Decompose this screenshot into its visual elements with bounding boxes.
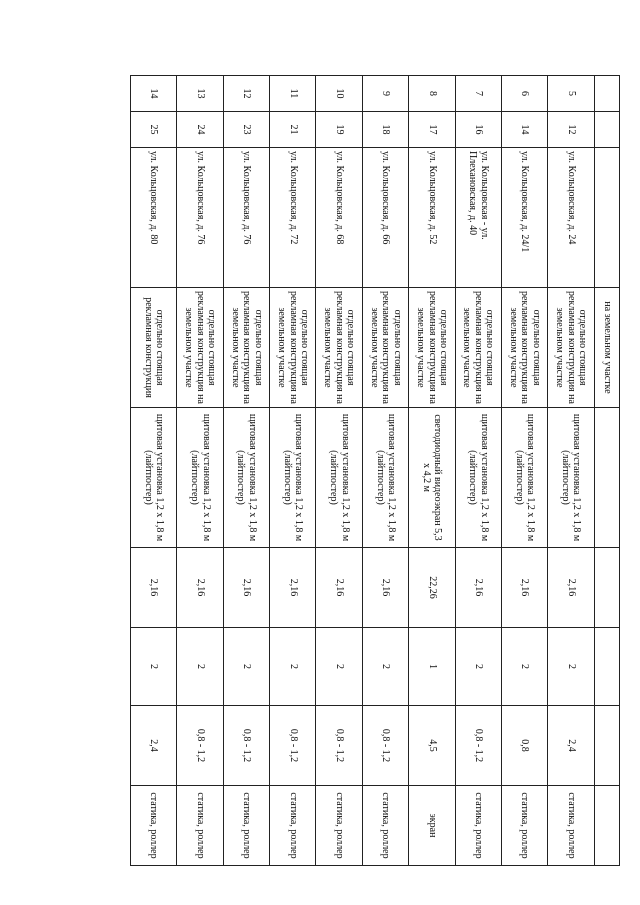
- lot-number-cell: 17: [409, 112, 455, 148]
- structure-type-cell: отдельно стоящая рекламная конструкция: [131, 288, 177, 408]
- total-area-cell: 0,8 - 1,2: [316, 706, 362, 786]
- total-area-cell: 0,8 - 1,2: [362, 706, 408, 786]
- structure-type-cell: отдельно стоящая рекламная конструкция на земельном участке: [409, 288, 455, 408]
- total-area-cell: 2,4: [548, 706, 594, 786]
- sides-cell: 2: [501, 628, 547, 706]
- row-number-cell: 7: [455, 76, 501, 112]
- table-row: [131, 76, 177, 866]
- lot-number-cell: 12: [548, 112, 594, 148]
- address-cell: ул. Кольцовская, д. 68: [316, 148, 362, 288]
- area-cell: 2,16: [131, 548, 177, 628]
- area-cell: 2,16: [223, 548, 269, 628]
- sides-cell: 2: [548, 628, 594, 706]
- sides-cell: 2: [177, 628, 223, 706]
- area-cell: 2,16: [455, 548, 501, 628]
- empty-cell: [594, 76, 619, 112]
- address-cell: ул. Кольцовская, д. 72: [270, 148, 316, 288]
- installation-cell: щитовая установка 1,2 х 1,8 м (лайтпостер): [501, 408, 547, 548]
- sides-cell: 2: [131, 628, 177, 706]
- technology-cell: статика, роллер: [270, 786, 316, 866]
- header-fragment-cell: на земельном участке: [594, 288, 619, 408]
- technology-cell: статика, роллер: [455, 786, 501, 866]
- total-area-cell: 2,4: [131, 706, 177, 786]
- address-cell: ул. Кольцовская - ул. Плехановская, д. 40: [455, 148, 501, 288]
- lot-number-cell: 23: [223, 112, 269, 148]
- area-cell: 2,16: [501, 548, 547, 628]
- installation-cell: щитовая установка 1,2 х 1,8 м (лайтпостер): [177, 408, 223, 548]
- installation-cell: щитовая установка 1,2 х 1,8 м (лайтпостер): [131, 408, 177, 548]
- sides-cell: 1: [409, 628, 455, 706]
- lot-number-cell: 25: [131, 112, 177, 148]
- row-number-cell: 9: [362, 76, 408, 112]
- area-cell: 22,26: [409, 548, 455, 628]
- lot-number-cell: 21: [270, 112, 316, 148]
- technology-cell: статика, роллер: [177, 786, 223, 866]
- table-row: [223, 76, 269, 866]
- row-number-cell: 10: [316, 76, 362, 112]
- sides-cell: 2: [455, 628, 501, 706]
- installation-cell: щитовая установка 1,2 х 1,8 м (лайтпостер): [362, 408, 408, 548]
- lot-number-cell: 18: [362, 112, 408, 148]
- installation-cell: щитовая установка 1,2 х 1,8 м (лайтпостер): [223, 408, 269, 548]
- lot-number-cell: 24: [177, 112, 223, 148]
- structure-type-cell: отдельно стоящая рекламная конструкция на земельном участке: [270, 288, 316, 408]
- address-cell: ул. Кольцовская, д. 76: [177, 148, 223, 288]
- installation-cell: щитовая установка 1,2 х 1,8 м (лайтпостер): [548, 408, 594, 548]
- empty-cell: [594, 408, 619, 548]
- area-cell: 2,16: [548, 548, 594, 628]
- lot-number-cell: 16: [455, 112, 501, 148]
- total-area-cell: 0,8 - 1,2: [455, 706, 501, 786]
- empty-cell: [594, 148, 619, 288]
- sides-cell: 2: [223, 628, 269, 706]
- total-area-cell: 0,8 - 1,2: [223, 706, 269, 786]
- structure-type-cell: отдельно стоящая рекламная конструкция на земельном участке: [501, 288, 547, 408]
- rotated-table-wrapper: [130, 75, 620, 865]
- row-number-cell: 8: [409, 76, 455, 112]
- lot-number-cell: 14: [501, 112, 547, 148]
- structure-type-cell: отдельно стоящая рекламная конструкция на земельном участке: [316, 288, 362, 408]
- table-row: [501, 76, 547, 866]
- installation-cell: щитовая установка 1,2 х 1,8 м (лайтпостер): [270, 408, 316, 548]
- row-number-cell: 6: [501, 76, 547, 112]
- technology-cell: экран: [409, 786, 455, 866]
- technology-cell: статика, роллер: [131, 786, 177, 866]
- row-number-cell: 12: [223, 76, 269, 112]
- row-number-cell: 5: [548, 76, 594, 112]
- row-number-cell: 11: [270, 76, 316, 112]
- area-cell: 2,16: [362, 548, 408, 628]
- installation-cell: щитовая установка 1,2 х 1,8 м (лайтпостер): [316, 408, 362, 548]
- technology-cell: статика, роллер: [501, 786, 547, 866]
- address-cell: ул. Кольцовская, д. 76: [223, 148, 269, 288]
- empty-cell: [594, 112, 619, 148]
- total-area-cell: 4,5: [409, 706, 455, 786]
- address-cell: ул. Кольцовская, д. 24/1: [501, 148, 547, 288]
- technology-cell: статика, роллер: [316, 786, 362, 866]
- total-area-cell: 0,8 - 1,2: [270, 706, 316, 786]
- table-row: [177, 76, 223, 866]
- area-cell: 2,16: [270, 548, 316, 628]
- address-cell: ул. Кольцовская, д. 80: [131, 148, 177, 288]
- table-row: [455, 76, 501, 866]
- row-number-cell: 13: [177, 76, 223, 112]
- sides-cell: 2: [316, 628, 362, 706]
- sides-cell: 2: [270, 628, 316, 706]
- empty-cell: [594, 628, 619, 706]
- structure-type-cell: отдельно стоящая рекламная конструкция на земельном участке: [548, 288, 594, 408]
- advertising-structures-table: [130, 75, 620, 866]
- empty-cell: [594, 548, 619, 628]
- total-area-cell: 0,8 - 1,2: [177, 706, 223, 786]
- area-cell: 2,16: [177, 548, 223, 628]
- row-number-cell: 14: [131, 76, 177, 112]
- address-cell: ул. Кольцовская, д. 24: [548, 148, 594, 288]
- structure-type-cell: отдельно стоящая рекламная конструкция на земельном участке: [223, 288, 269, 408]
- table-row: [409, 76, 455, 866]
- lot-number-cell: 19: [316, 112, 362, 148]
- technology-cell: статика, роллер: [223, 786, 269, 866]
- empty-cell: [594, 786, 619, 866]
- empty-cell: [594, 706, 619, 786]
- address-cell: ул. Кольцовская, д. 52: [409, 148, 455, 288]
- table-row: [548, 76, 594, 866]
- table-row: [362, 76, 408, 866]
- sides-cell: 2: [362, 628, 408, 706]
- address-cell: ул. Кольцовская, д. 66: [362, 148, 408, 288]
- table-row: [270, 76, 316, 866]
- technology-cell: статика, роллер: [548, 786, 594, 866]
- structure-type-cell: отдельно стоящая рекламная конструкция на земельном участке: [177, 288, 223, 408]
- table-row: [594, 76, 619, 866]
- installation-cell: щитовая установка 1,2 х 1,8 м (лайтпостер): [455, 408, 501, 548]
- structure-type-cell: отдельно стоящая рекламная конструкция на земельном участке: [455, 288, 501, 408]
- structure-type-cell: отдельно стоящая рекламная конструкция на земельном участке: [362, 288, 408, 408]
- technology-cell: статика, роллер: [362, 786, 408, 866]
- area-cell: 2,16: [316, 548, 362, 628]
- installation-cell: светодиодный видеоэкран 5,3 х 4,2 м: [409, 408, 455, 548]
- total-area-cell: 0,8: [501, 706, 547, 786]
- table-row: [316, 76, 362, 866]
